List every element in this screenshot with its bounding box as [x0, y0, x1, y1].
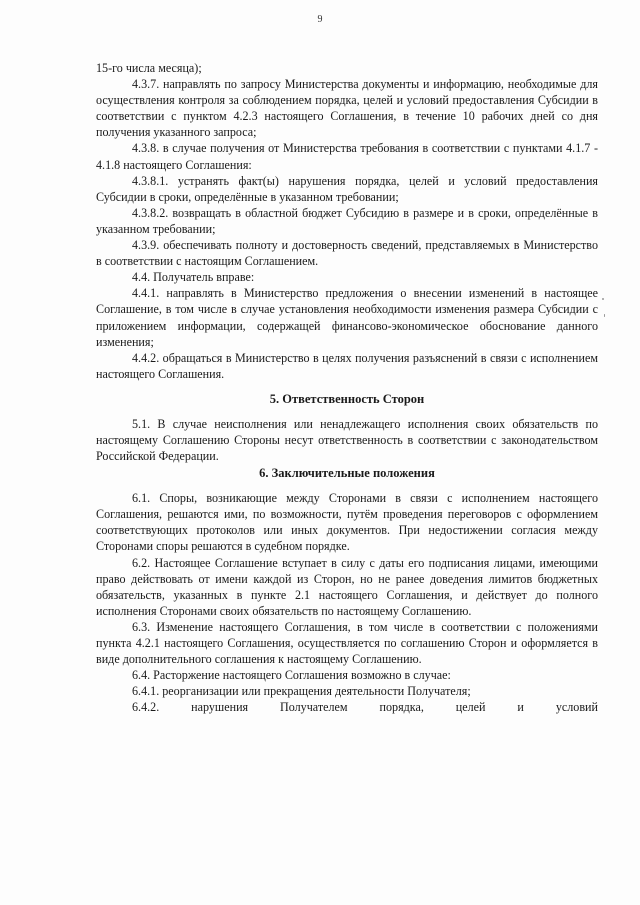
- paragraph-4-3-9: 4.3.9. обеспечивать полноту и достоверность сведений, представляемых в Министерство в соответствии с настоящим Соглашением.: [96, 238, 598, 269]
- document-body: [96, 60, 598, 715]
- paragraph-6-3: 6.3. Изменение настоящего Соглашения, в том числе в соответствии с положениями пункта 4.2.1 настоящего Соглашения, осуществляется по соглашению Сторон и оформляется в виде дополнительного соглашения к настоящему Соглашению.: [96, 619, 598, 667]
- paragraph-4-3-8-2: 4.3.8.2. возвращать в областной бюджет Субсидию в размере и в сроки, определённые в указанном требовании;: [96, 205, 598, 236]
- paragraph-4-4: 4.4. Получатель вправе:: [132, 270, 255, 285]
- paragraph-6-4-2: 6.4.2. нарушения Получателем порядка, целей и условий: [132, 700, 598, 715]
- scan-speck: [604, 314, 605, 317]
- paragraph-continuation: 15-го числа месяца);: [96, 61, 202, 75]
- paragraph-4-4-2: 4.4.2. обращаться в Министерство в целях получения разъяснений в связи с исполнением настоящего Соглашения.: [96, 350, 598, 381]
- scan-speck: [602, 298, 604, 300]
- section-6-heading: 6. Заключительные положения: [259, 466, 435, 481]
- paragraph-4-3-8: 4.3.8. в случае получения от Министерства требования в соответствии с пунктами 4.1.7 - 4.1.8 настоящего Соглашения:: [96, 141, 598, 172]
- paragraph-6-4-1: 6.4.1. реорганизации или прекращения деятельности Получателя;: [132, 684, 471, 699]
- paragraph-6-4: 6.4. Расторжение настоящего Соглашения возможно в случае:: [132, 668, 451, 683]
- paragraph-4-3-7: 4.3.7. направлять по запросу Министерства документы и информацию, необходимые для осуществления контроля за соблюдением порядка, целей и условий предоставления Субсидии в соответствии с пунктом 4.2.3 настоящего Соглашения, в течение 10 рабочих дней со дня получения указанного запроса;: [96, 77, 598, 140]
- section-5-heading: 5. Ответственность Сторон: [269, 391, 425, 406]
- paragraph-5-1: 5.1. В случае неисполнения или ненадлежащего исполнения своих обязательств по настоящему Соглашению Стороны несут ответственность в соответствии с законодательством Российской Федерации.: [96, 416, 598, 464]
- paragraph-4-4-1: 4.4.1. направлять в Министерство предложения о внесении изменений в настоящее Соглашение, в том числе в случае установления необходимости изменения размера Субсидии с приложением информации, содержащей финансово-экономическое обоснование данного изменения;: [96, 286, 598, 349]
- paragraph-6-2: 6.2. Настоящее Соглашение вступает в силу с даты его подписания лицами, имеющими право действовать от имени каждой из Сторон, но не ранее доведения лимитов бюджетных обязательств, указанных в пункте 2.1 настоящего Соглашения, и действует до полного исполнения Сторонами своих обязательств по настоящему Соглашению.: [96, 555, 598, 618]
- paragraph-4-3-8-1: 4.3.8.1. устранять факт(ы) нарушения порядка, целей и условий предоставления Субсидии в сроки, определённые в указанном требовании;: [96, 173, 598, 204]
- paragraph-6-1: 6.1. Споры, возникающие между Сторонами в связи с исполнением настоящего Соглашения, решаются ими, по возможности, путём проведения переговоров с оформлением соответствующих протоколов или иных документов. При недостижении согласия между Сторонами споры решаются в судебном порядке.: [96, 491, 598, 554]
- page-number: 9: [317, 14, 323, 25]
